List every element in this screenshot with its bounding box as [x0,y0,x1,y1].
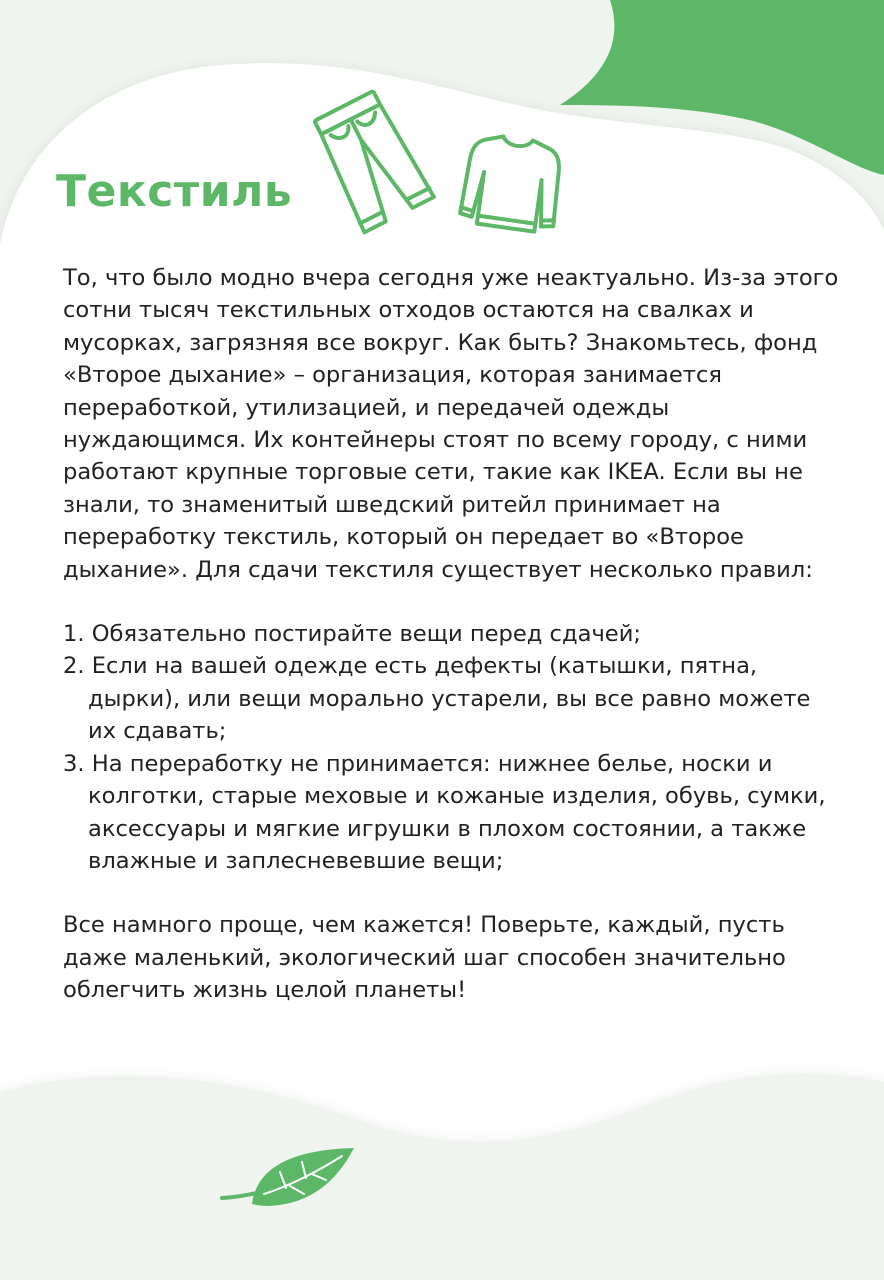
sweater-icon [458,128,564,250]
article-body [63,262,843,1007]
page-title: Текстиль [56,166,293,217]
list-item: 3. На переработку не принимается: нижнее белье, носки и колготки, старые меховые и кожаные изделия, обувь, сумки, аксессуары и мягкие игрушки в плохом состоянии, а также влажные и заплесневевшие вещи; [63,750,826,874]
closing-paragraph: Все намного проще, чем кажется! Поверьте, каждый, пусть даже маленький, экологический шаг способен значительно облегчить жизнь целой планеты! [63,912,786,1004]
intro-paragraph: То, что было модно вчера сегодня уже неактуально. Из-за этого сотни тысяч текстильных отходов остаются на свалках и мусорках, загрязняя все вокруг. Как быть? Знакомьтесь, фонд «Второе дыхание» – организация, которая занимается переработкой, утилизацией, и передачей одежды нуждающимся. Их контейнеры стоят по всему городу, с ними работают крупные торговые сети, такие как IKEA. Если вы не знали, то знаменитый шведский ритейл принимает на переработку текстиль, который он передает во «Второе дыхание». Для сдачи текстиля существует несколько правил: [63,265,839,583]
leaf-icon [220,1142,362,1212]
rules-list [63,618,843,877]
trousers-icon [308,88,444,246]
list-item: 1. Обязательно постирайте вещи перед сдачей; [63,621,641,648]
list-item: 2. Если на вашей одежде есть дефекты (катышки, пятна, дырки), или вещи морально устарели, вы все равно можете их сдавать; [63,653,811,745]
